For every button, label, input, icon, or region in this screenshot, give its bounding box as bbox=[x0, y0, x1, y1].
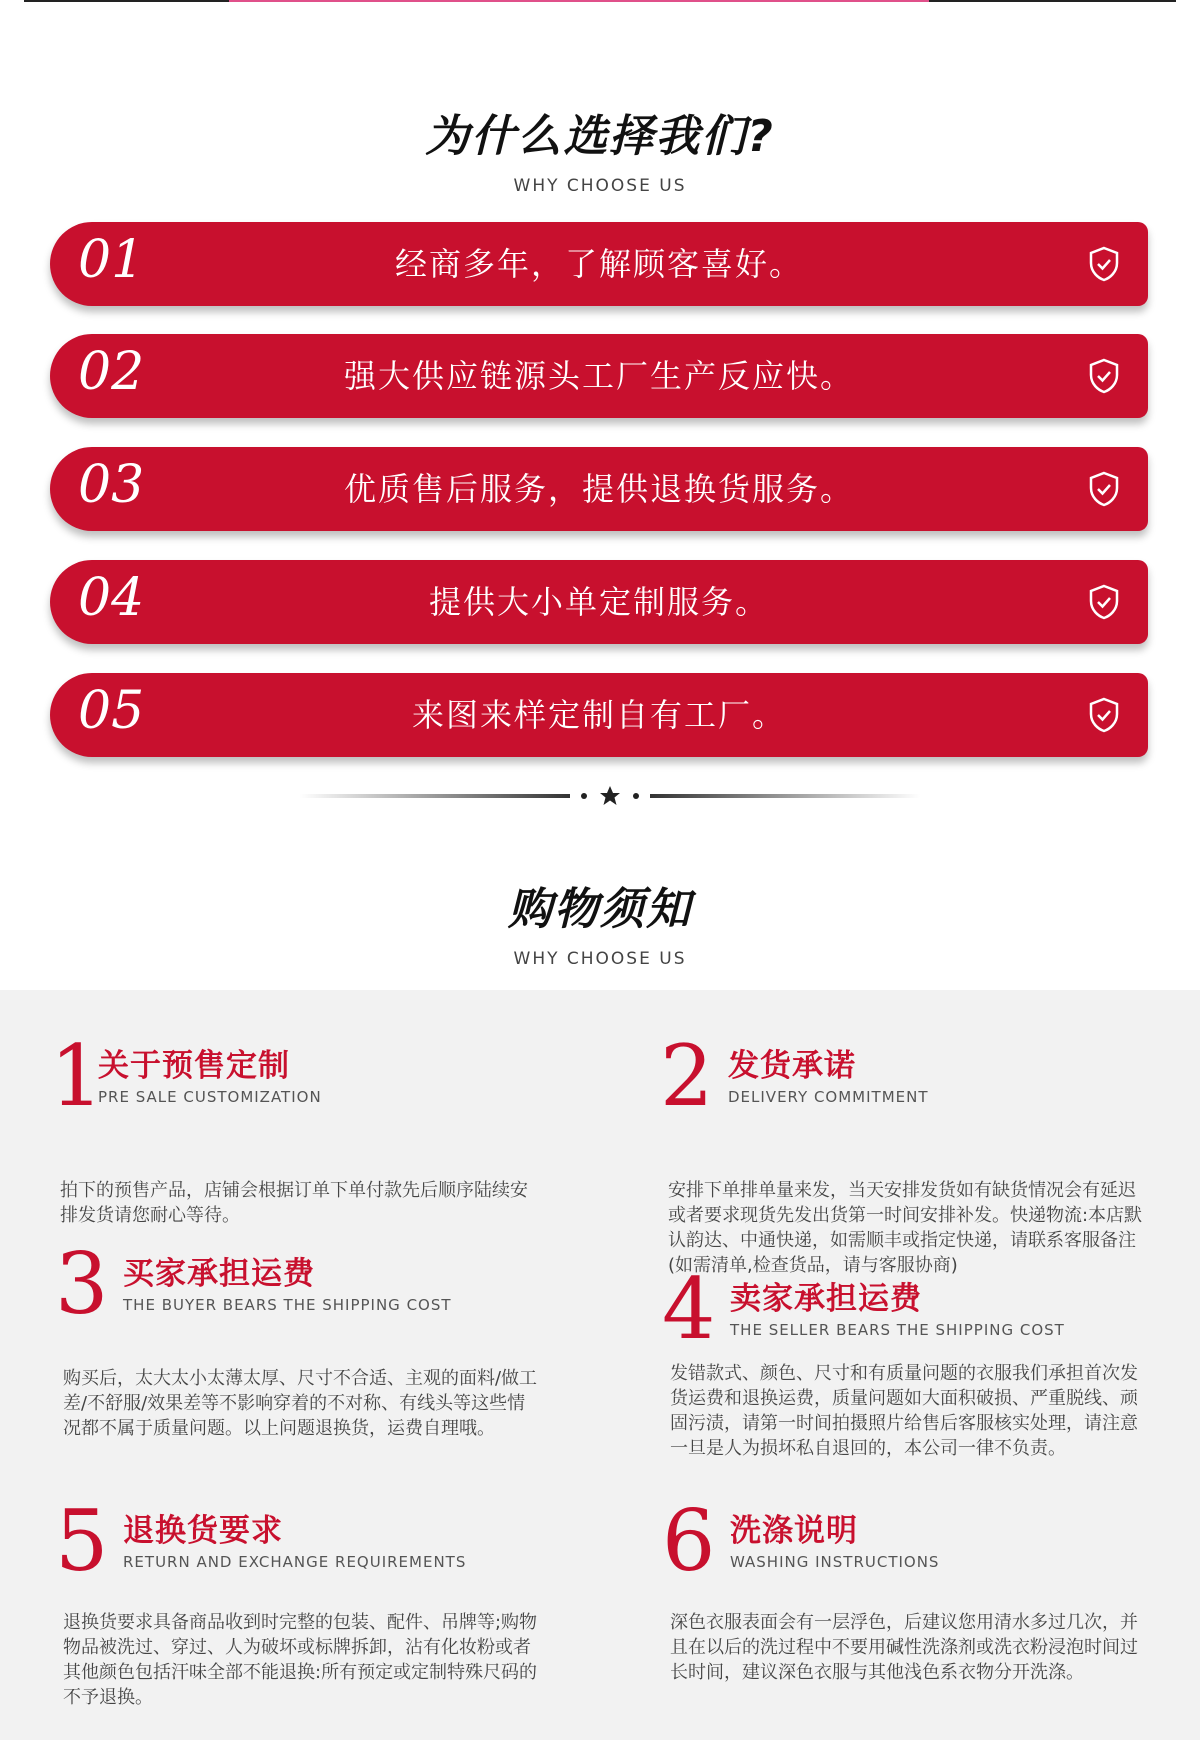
notice-title-en: WHY CHOOSE US bbox=[513, 949, 687, 969]
notice-body: 退换货要求具备商品收到时完整的包装、配件、吊牌等;购物物品被洗过、穿过、人为破坏或标牌拆卸，沾有化妆粉或者其他颜色包括汗味全部不能退换:所有预定或定制特殊尺码的不予退换。 bbox=[63, 1612, 538, 1708]
reason-text: 提供大小单定制服务。 bbox=[428, 583, 769, 621]
notice-title: 买家承担运费 bbox=[123, 1256, 315, 1292]
shopping-notice-heading bbox=[0, 873, 1200, 969]
notice-number: 5 bbox=[55, 1492, 109, 1590]
notice-item-5 bbox=[55, 1492, 545, 1708]
star-divider bbox=[300, 786, 920, 806]
top-border-line bbox=[24, 0, 1176, 2]
shield-check-icon bbox=[1088, 584, 1120, 620]
notice-item-3 bbox=[55, 1235, 545, 1448]
why-title-cn: 为什么选择我们? bbox=[425, 111, 775, 162]
notice-number: 3 bbox=[55, 1235, 109, 1333]
notice-subtitle: WASHING INSTRUCTIONS bbox=[730, 1553, 940, 1571]
notice-subtitle: THE BUYER BEARS THE SHIPPING COST bbox=[123, 1296, 452, 1314]
reason-number: 01 bbox=[78, 230, 145, 290]
notice-item-6 bbox=[662, 1492, 1152, 1705]
notice-title: 关于预售定制 bbox=[98, 1048, 290, 1084]
notice-title: 洗涤说明 bbox=[730, 1513, 858, 1549]
reason-bar-3 bbox=[50, 447, 1148, 531]
notice-body: 安排下单排单量来发，当天安排发货如有缺货情况会有延迟或者要求现货先发出货第一时间安排补发。快递物流:本店默认韵达、中通快递，如需顺丰或指定快递，请联系客服备注(如需清单,检查货品，请与客服协商) bbox=[668, 1180, 1143, 1276]
notice-number: 4 bbox=[662, 1260, 716, 1358]
notice-title-cn: 购物须知 bbox=[508, 884, 692, 935]
reason-text: 强大供应链源头工厂生产反应快。 bbox=[343, 357, 854, 395]
reason-text: 经商多年，了解顾客喜好。 bbox=[394, 245, 803, 283]
reason-text: 优质售后服务，提供退换货服务。 bbox=[343, 470, 854, 508]
notice-body: 购买后，太大太小太薄太厚、尺寸不合适、主观的面料/做工差/不舒服/效果差等不影响穿着的不对称、有线头等这些情况都不属于质量问题。以上问题退换货，运费自理哦。 bbox=[63, 1368, 538, 1439]
notice-subtitle: DELIVERY COMMITMENT bbox=[728, 1088, 929, 1106]
notice-item-1 bbox=[50, 1027, 540, 1226]
notice-body: 深色衣服表面会有一层浮色，后建议您用清水多过几次，并且在以后的洗过程中不要用碱性洗涤剂或洗衣粉浸泡时间过长时间，建议深色衣服与其他浅色系衣物分开洗涤。 bbox=[670, 1612, 1138, 1683]
star-icon bbox=[600, 786, 620, 805]
notice-title: 发货承诺 bbox=[728, 1048, 856, 1084]
shield-check-icon bbox=[1088, 471, 1120, 507]
notice-number: 6 bbox=[662, 1492, 716, 1590]
shield-check-icon bbox=[1088, 358, 1120, 394]
notice-subtitle: PRE SALE CUSTOMIZATION bbox=[98, 1088, 322, 1106]
notice-title: 退换货要求 bbox=[123, 1513, 283, 1549]
notice-panel bbox=[0, 990, 1200, 1740]
reason-number: 05 bbox=[78, 681, 145, 741]
notice-number: 1 bbox=[50, 1027, 104, 1125]
shield-check-icon bbox=[1088, 246, 1120, 282]
reason-text: 来图来样定制自有工厂。 bbox=[411, 696, 786, 734]
notice-body: 发错款式、颜色、尺寸和有质量问题的衣服我们承担首次发货运费和退换运费，质量问题如大面积破损、严重脱线、顽固污渍，请第一时间拍摄照片给售后客服核实处理，请注意一旦是人为损坏私自退回的，本公司一律不负责。 bbox=[670, 1363, 1138, 1459]
reason-bar-1 bbox=[50, 222, 1148, 306]
reason-number: 02 bbox=[78, 342, 145, 402]
reason-bar-5 bbox=[50, 673, 1148, 757]
notice-item-4 bbox=[662, 1260, 1152, 1473]
notice-number: 2 bbox=[660, 1027, 714, 1125]
notice-item-2 bbox=[660, 1027, 1150, 1280]
notice-subtitle: THE SELLER BEARS THE SHIPPING COST bbox=[730, 1321, 1065, 1339]
reason-bar-2 bbox=[50, 334, 1148, 418]
notice-body: 拍下的预售产品，店铺会根据订单下单付款先后顺序陆续安排发货请您耐心等待。 bbox=[60, 1180, 528, 1226]
why-choose-us-heading bbox=[0, 100, 1200, 196]
notice-subtitle: RETURN AND EXCHANGE REQUIREMENTS bbox=[123, 1553, 467, 1571]
reason-number: 04 bbox=[78, 568, 145, 628]
why-title-en: WHY CHOOSE US bbox=[513, 176, 687, 196]
reason-bar-4 bbox=[50, 560, 1148, 644]
shield-check-icon bbox=[1088, 697, 1120, 733]
reason-number: 03 bbox=[78, 455, 145, 515]
notice-title: 卖家承担运费 bbox=[730, 1281, 922, 1317]
